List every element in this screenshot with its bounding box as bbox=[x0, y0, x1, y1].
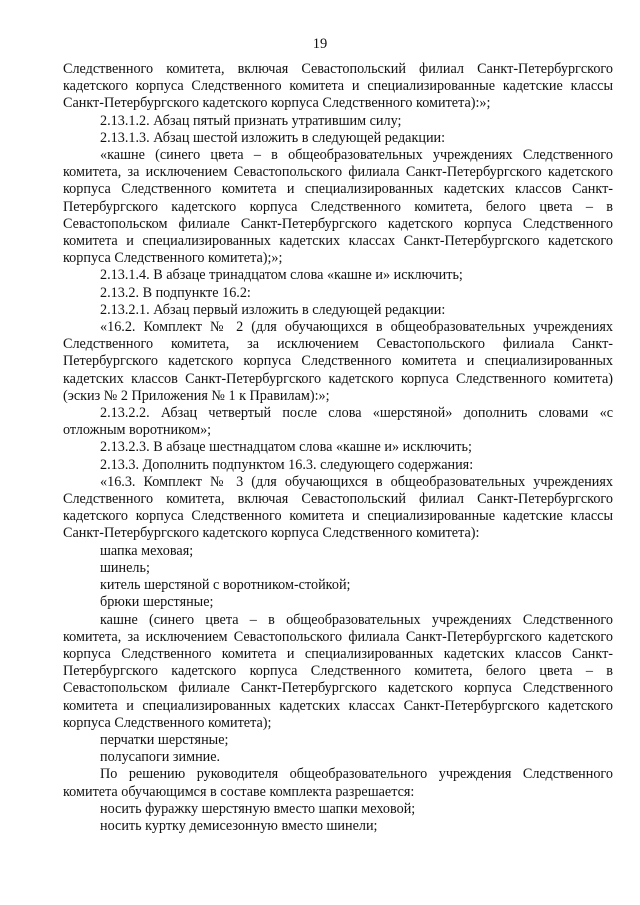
list-item-fur-hat: шапка меховая; bbox=[100, 542, 194, 559]
paragraph-2-13-1-3: 2.13.1.3. Абзац шестой изложить в следующей редакции: bbox=[100, 129, 446, 146]
page-number: 19 bbox=[312, 36, 328, 52]
list-item-trousers: брюки шерстяные; bbox=[100, 594, 214, 611]
paragraph-kashne-quote: «кашне (синего цвета – в общеобразовательных учреждениях Следственного комитета, за исключением Севастопольского филиала Санкт-Петербургского кадетского корпуса Следственного комитета и специализированных кадетских классов Санкт-Петербургского кадетского корпуса Следственного комитета, белого цвета – в Севастопольском филиале Санкт-Петербургского кадетского корпуса Следственного комитета и специализированных кадетских классах Санкт-Петербургского кадетского корпуса Следственного комитета);»; bbox=[63, 147, 613, 267]
paragraph-2-13-2: 2.13.2. В подпункте 16.2: bbox=[100, 284, 251, 301]
list-item-boots: полусапоги зимние. bbox=[100, 749, 221, 766]
paragraph-permission-intro: По решению руководителя общеобразовательного учреждения Следственного комитета обучающимся в составе комплекта разрешается: bbox=[63, 766, 613, 800]
paragraph-2-13-2-3: 2.13.2.3. В абзаце шестнадцатом слова «кашне и» исключить; bbox=[100, 439, 472, 456]
paragraph-2-13-2-1: 2.13.2.1. Абзац первый изложить в следующей редакции: bbox=[100, 301, 446, 318]
list-item-scarf: кашне (синего цвета – в общеобразовательных учреждениях Следственного комитета, за исключением Севастопольского филиала Санкт-Петербургского кадетского корпуса Следственного комитета и специализированных кадетских классов Санкт-Петербургского кадетского корпуса Следственного комитета, белого цвета – в Севастопольском филиале Санкт-Петербургского кадетского корпуса Следственного комитета и специализированных кадетских классах Санкт-Петербургского кадетского корпуса Следственного комитета); bbox=[63, 611, 613, 731]
paragraph-16-2-quote: «16.2. Комплект № 2 (для обучающихся в общеобразовательных учреждениях Следственного комитета, за исключением Севастопольского филиала Санкт-Петербургского кадетского корпуса Следственного комитета и специализированных кадетских классов Санкт-Петербургского кадетского корпуса Следственного комитета) (эскиз № 2 Приложения № 1 к Правилам):»; bbox=[63, 319, 613, 404]
paragraph-16-3-quote: «16.3. Комплект № 3 (для обучающихся в общеобразовательных учреждениях Следственного комитета, включая Севастопольский филиал Санкт-Петербургского кадетского корпуса Следственного комитета и специализированные кадетские классы Санкт-Петербургского кадетского корпуса Следственного комитета): bbox=[63, 473, 613, 542]
paragraph-2-13-2-2: 2.13.2.2. Абзац четвертый после слова «шерстяной» дополнить словами «с отложным воротником»; bbox=[63, 405, 613, 439]
permission-item-jacket: носить куртку демисезонную вместо шинели; bbox=[100, 817, 378, 834]
list-item-tunic: китель шерстяной с воротником-стойкой; bbox=[100, 577, 351, 594]
permission-item-cap: носить фуражку шерстяную вместо шапки меховой; bbox=[100, 800, 416, 817]
document-body bbox=[63, 61, 613, 835]
list-item-greatcoat: шинель; bbox=[100, 559, 150, 576]
paragraph-continuation: Следственного комитета, включая Севастопольский филиал Санкт-Петербургского кадетского корпуса Следственного комитета и специализированные кадетские классы Санкт-Петербургского кадетского корпуса Следственного комитета):»; bbox=[63, 61, 613, 112]
paragraph-2-13-1-2: 2.13.1.2. Абзац пятый признать утратившим силу; bbox=[100, 112, 402, 129]
list-item-gloves: перчатки шерстяные; bbox=[100, 731, 229, 748]
paragraph-2-13-3: 2.13.3. Дополнить подпунктом 16.3. следующего содержания: bbox=[100, 456, 474, 473]
paragraph-2-13-1-4: 2.13.1.4. В абзаце тринадцатом слова «кашне и» исключить; bbox=[100, 267, 463, 284]
